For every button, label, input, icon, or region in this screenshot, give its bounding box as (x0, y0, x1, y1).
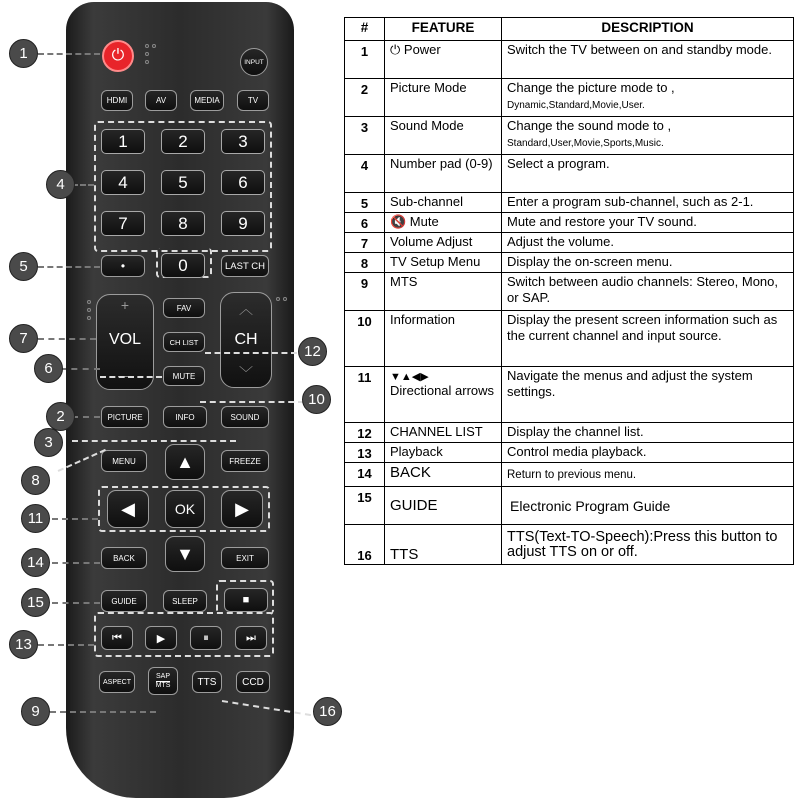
freeze-button[interactable]: FREEZE (221, 450, 269, 472)
indicator-dot (87, 316, 91, 320)
row-feature: Directional arrows (390, 383, 495, 398)
sound-button[interactable]: SOUND (221, 406, 269, 428)
callout-leader (72, 184, 94, 186)
callout-6: 6 (34, 354, 63, 383)
row-num: 10 (345, 311, 385, 367)
directional-arrows-icon: ▼▲◀▶ (390, 371, 429, 383)
table-row (345, 253, 794, 273)
tv-button[interactable]: TV (237, 90, 269, 111)
row-feature: Information (385, 311, 502, 367)
row-num: 8 (345, 253, 385, 273)
guide-button[interactable]: GUIDE (101, 590, 147, 612)
indicator-dot (145, 52, 149, 56)
row-num: 14 (345, 463, 385, 487)
callout-9: 9 (21, 697, 50, 726)
table-row (345, 525, 794, 565)
table-row (345, 213, 794, 233)
input-button[interactable]: INPUT (240, 48, 268, 76)
sleep-button[interactable]: SLEEP (163, 590, 207, 612)
row-feature: Volume Adjust (385, 233, 502, 253)
row-desc: Display the channel list. (502, 423, 794, 443)
row-desc: Enter a program sub-channel, such as 2-1. (502, 193, 794, 213)
number-button-0[interactable]: 0 (161, 253, 205, 278)
table-header-row (345, 18, 794, 41)
callout-leader (38, 644, 94, 646)
callout-leader (38, 266, 100, 268)
row-num: 6 (345, 213, 385, 233)
last-ch-button[interactable]: LAST CH (221, 255, 269, 277)
row-desc: Navigate the menus and adjust the system settings. (502, 367, 794, 423)
stop-button[interactable]: ■ (224, 588, 268, 612)
aspect-button[interactable] (99, 671, 135, 693)
row-desc: Change the sound mode to , (507, 118, 672, 133)
callout-2: 2 (46, 402, 75, 431)
channel-rocker[interactable] (220, 292, 272, 388)
chevron-down-icon: ﹀ (239, 365, 253, 381)
arrow-up-button[interactable]: ▲ (165, 444, 205, 480)
callout-13: 13 (9, 630, 38, 659)
callout-leader (50, 711, 156, 713)
row-desc: Adjust the volume. (502, 233, 794, 253)
number-button-6[interactable]: 6 (221, 170, 265, 195)
row-desc-detail: Standard,User,Movie,Sports,Music. (507, 138, 664, 149)
row-num: 2 (345, 79, 385, 117)
pause-button[interactable]: ⏸ (190, 626, 222, 650)
callout-4: 4 (46, 170, 75, 199)
number-button-4[interactable]: 4 (101, 170, 145, 195)
ch-label: CH (234, 331, 258, 348)
arrow-left-button[interactable]: ◀ (107, 490, 149, 528)
row-num: 3 (345, 117, 385, 155)
callout-16: 16 (313, 697, 342, 726)
number-button-9[interactable]: 9 (221, 211, 265, 236)
callout-5: 5 (9, 252, 38, 281)
row-num: 13 (345, 443, 385, 463)
row-feature: Number pad (0-9) (385, 155, 502, 193)
menu-button[interactable]: MENU (101, 450, 147, 472)
row-feature: TV Setup Menu (385, 253, 502, 273)
callout-leader (52, 562, 100, 564)
row-desc: Mute and restore your TV sound. (502, 213, 794, 233)
callout-7: 7 (9, 324, 38, 353)
callout-leader (72, 416, 100, 418)
arrow-down-button[interactable]: ▼ (165, 536, 205, 572)
row-num: 5 (345, 193, 385, 213)
ccd-button[interactable]: CCD (236, 671, 270, 693)
indicator-dot (145, 44, 149, 48)
table-row (345, 423, 794, 443)
callout-leader (100, 376, 162, 378)
row-num: 7 (345, 233, 385, 253)
number-button-3[interactable]: 3 (221, 129, 265, 154)
indicator-dot (152, 44, 156, 48)
indicator-dot (283, 297, 287, 301)
remote-control-illustration (0, 0, 340, 800)
row-desc-cell (502, 117, 794, 155)
callout-leader (52, 518, 98, 520)
row-desc: Electronic Program Guide (502, 487, 794, 525)
row-desc: Display the on-screen menu. (502, 253, 794, 273)
callout-leader (60, 368, 100, 370)
number-button-2[interactable]: 2 (161, 129, 205, 154)
table-row (345, 443, 794, 463)
row-num: 15 (345, 487, 385, 525)
row-desc: Switch the TV between on and standby mode. (502, 41, 794, 79)
row-num: 9 (345, 273, 385, 311)
chevron-up-icon: ︿ (239, 301, 253, 317)
row-feature: Picture Mode (385, 79, 502, 117)
table-row (345, 487, 794, 525)
callout-15: 15 (21, 588, 50, 617)
callout-leader (72, 440, 236, 442)
header-num: # (345, 18, 385, 41)
callout-leader (38, 338, 96, 340)
table-row (345, 79, 794, 117)
callout-11: 11 (21, 504, 50, 533)
indicator-dot (87, 300, 91, 304)
row-desc: Select a program. (502, 155, 794, 193)
row-feature: Sub-channel (385, 193, 502, 213)
row-num: 4 (345, 155, 385, 193)
row-feature: CHANNEL LIST (385, 423, 502, 443)
table-row (345, 233, 794, 253)
row-num: 1 (345, 41, 385, 79)
row-desc: Change the picture mode to , (507, 80, 675, 95)
row-num: 11 (345, 367, 385, 423)
row-num: 12 (345, 423, 385, 443)
arrow-right-button[interactable]: ▶ (221, 490, 263, 528)
indicator-dot (145, 60, 149, 64)
hdmi-button[interactable]: HDMI (101, 90, 133, 111)
vol-label: VOL (108, 331, 141, 348)
table-row (345, 463, 794, 487)
row-feature: Playback (385, 443, 502, 463)
indicator-dot (276, 297, 280, 301)
row-desc: Control media playback. (502, 443, 794, 463)
callout-12: 12 (298, 337, 327, 366)
number-button-8[interactable]: 8 (161, 211, 205, 236)
av-button[interactable]: AV (145, 90, 177, 111)
back-button[interactable]: BACK (101, 547, 147, 569)
callout-14: 14 (21, 548, 50, 577)
indicator-dot (87, 308, 91, 312)
media-button[interactable]: MEDIA (190, 90, 224, 111)
header-description: DESCRIPTION (502, 18, 794, 41)
mts-label: MTS (155, 681, 171, 689)
callout-10: 10 (302, 385, 331, 414)
number-button-5[interactable]: 5 (161, 170, 205, 195)
row-feature: 🔇 Mute (385, 213, 502, 233)
aspect-label: ASPECT (102, 678, 131, 686)
table-row (345, 367, 794, 423)
callout-leader (205, 352, 297, 354)
number-button-7[interactable]: 7 (101, 211, 145, 236)
row-desc-cell (502, 79, 794, 117)
row-feature: GUIDE (385, 487, 502, 525)
table-row (345, 193, 794, 213)
info-button[interactable]: INFO (163, 406, 207, 428)
picture-button[interactable]: PICTURE (101, 406, 149, 428)
ch-list-button[interactable]: CH LIST (163, 332, 205, 352)
fav-button[interactable]: FAV (163, 298, 205, 318)
callout-leader (52, 602, 100, 604)
feature-table (344, 17, 794, 565)
table-row (345, 273, 794, 311)
callout-leader (200, 401, 304, 403)
table-row (345, 41, 794, 79)
row-desc-detail: Dynamic,Standard,Movie,User. (507, 100, 645, 111)
callout-3: 3 (34, 428, 63, 457)
plus-icon: + (120, 297, 130, 313)
table-row (345, 155, 794, 193)
mute-button[interactable]: MUTE (163, 366, 205, 386)
ok-button[interactable]: OK (165, 490, 205, 528)
previous-button[interactable]: ⏮ (101, 626, 133, 650)
next-button[interactable]: ⏭ (235, 626, 267, 650)
minus-icon: — (118, 367, 132, 383)
row-desc: Display the present screen information such as the current channel and input source. (502, 311, 794, 367)
exit-button[interactable]: EXIT (221, 547, 269, 569)
row-num: 16 (345, 525, 385, 565)
callout-leader (38, 53, 100, 55)
play-button[interactable]: ▶ (145, 626, 177, 650)
sap-mts-button[interactable] (148, 667, 178, 695)
row-feature-cell (385, 367, 502, 423)
tts-button[interactable]: TTS (192, 671, 222, 693)
row-feature: MTS (385, 273, 502, 311)
row-desc: Switch between audio channels: Stereo, Mono, or SAP. (502, 273, 794, 311)
row-desc: Return to previous menu. (502, 463, 794, 487)
row-feature: ⏻ Power (385, 41, 502, 79)
table-row (345, 117, 794, 155)
table-row (345, 311, 794, 367)
header-feature: FEATURE (385, 18, 502, 41)
row-feature: TTS (385, 525, 502, 565)
row-feature: Sound Mode (385, 117, 502, 155)
row-feature: BACK (385, 463, 502, 487)
callout-8: 8 (21, 466, 50, 495)
power-button[interactable]: ⏻ (102, 40, 134, 72)
sap-label: SAP (155, 672, 170, 680)
number-button-1[interactable]: 1 (101, 129, 145, 154)
row-desc: TTS(Text-TO-Speech):Press this button to adjust TTS on or off. (502, 525, 794, 565)
callout-1: 1 (9, 39, 38, 68)
dot-button[interactable]: • (101, 255, 145, 277)
